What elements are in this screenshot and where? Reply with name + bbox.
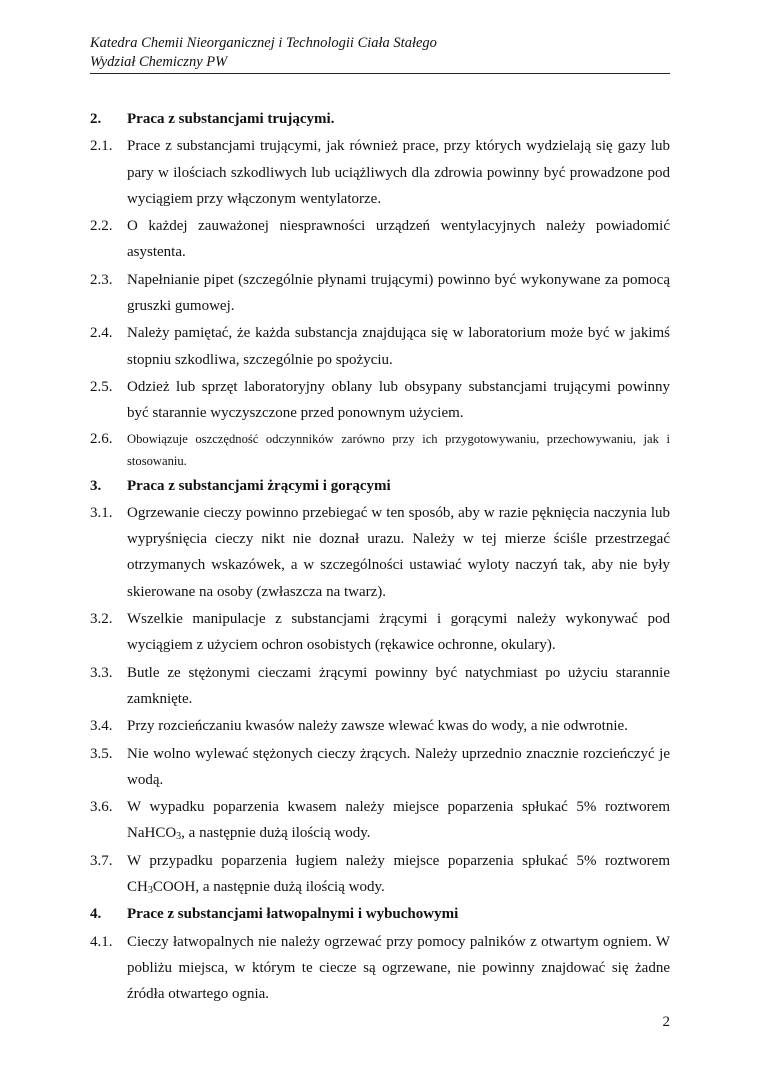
- text-before-subscript: W przypadku poparzenia ługiem należy miejsce poparzenia spłukać 5% roztworem CH: [127, 852, 670, 896]
- item-number: 2.3.: [90, 271, 113, 288]
- section-number: 4.: [90, 906, 102, 923]
- header-faculty: Wydział Chemiczny PW: [90, 54, 228, 70]
- section-heading-3: [90, 473, 670, 499]
- item-number: 2.1.: [90, 138, 113, 155]
- section-heading-4: [90, 901, 670, 927]
- list-item-3-1: [90, 500, 670, 605]
- item-text: Cieczy łatwopalnych nie należy ogrzewać przy pomocy palników z otwartym ogniem. W pobliżu miejsca, w którym te ciecze są ogrzewane, nie powinny znajdować się żadne źródła otwartego ognia.: [127, 933, 670, 1003]
- list-item-3-3: [90, 660, 670, 713]
- section-title: Prace z substancjami łatwopalnymi i wybuchowymi: [127, 906, 459, 923]
- list-item-3-4: [90, 713, 670, 739]
- section-title: Praca z substancjami żrącymi i gorącymi: [127, 477, 391, 494]
- item-text: O każdej zauważonej niesprawności urządzeń wentylacyjnych należy powiadomić asystenta.: [127, 218, 670, 261]
- text-after-subscript: , a następnie dużą ilością wody.: [181, 825, 371, 842]
- item-text: [127, 794, 670, 847]
- header-divider: [90, 73, 670, 74]
- list-item-2-1: [90, 133, 670, 212]
- item-text: Ogrzewanie cieczy powinno przebiegać w ten sposób, aby w razie pęknięcia naczynia lub wypryśnięcia cieczy nikt nie doznał urazu. Należy w tej mierze ściśle przestrzegać otrzymanych wskazówek, a w szczególności ustawiać wyloty naczyń tak, aby nie były skierowane na osoby (zwłaszcza na twarz).: [127, 504, 670, 600]
- text-after-subscript: COOH, a następnie dużą ilością wody.: [152, 879, 385, 896]
- list-item-2-4: [90, 320, 670, 373]
- item-number: 3.1.: [90, 504, 113, 521]
- list-item-3-7: [90, 848, 670, 901]
- item-number: 3.5.: [90, 745, 113, 762]
- item-number: 3.7.: [90, 852, 113, 869]
- list-item-3-6: [90, 794, 670, 847]
- section-number: 2.: [90, 111, 102, 127]
- item-number: 3.6.: [90, 799, 113, 816]
- item-text: Wszelkie manipulacje z substancjami żrącymi i gorącymi należy wykonywać pod wyciągiem z użyciem ochron osobistych (rękawice ochronne, okulary).: [127, 611, 670, 654]
- item-number: 2.2.: [90, 218, 113, 235]
- item-text: Obowiązuje oszczędność odczynników zarówno przy ich przygotowywaniu, przechowywaniu, jak i stosowaniu.: [127, 431, 670, 468]
- item-number: 4.1.: [90, 933, 113, 950]
- list-item-3-2: [90, 606, 670, 659]
- list-item-3-5: [90, 741, 670, 794]
- item-text: Napełnianie pipet (szczególnie płynami trującymi) powinno być wykonywane za pomocą gruszki gumowej.: [127, 271, 670, 315]
- list-item-4-1: [90, 929, 670, 1008]
- item-number: 3.2.: [90, 611, 113, 628]
- item-text: Odzież lub sprzęt laboratoryjny oblany lub obsypany substancjami trującymi powinny być starannie wyczyszczone przed ponownym użyciem.: [127, 378, 670, 422]
- list-item-2-2: [90, 213, 670, 266]
- item-number: 3.3.: [90, 664, 113, 681]
- page-number: 2: [662, 1014, 670, 1030]
- list-item-2-6: [90, 428, 670, 472]
- item-text: Przy rozcieńczaniu kwasów należy zawsze wlewać kwas do wody, a nie odwrotnie.: [127, 718, 628, 735]
- subscript: 3: [147, 885, 153, 897]
- item-text: Nie wolno wylewać stężonych cieczy żrących. Należy uprzednio znacznie rozcieńczyć je wodą.: [127, 745, 670, 788]
- item-number: 2.6.: [90, 430, 113, 447]
- item-text: Należy pamiętać, że każda substancja znajdująca się w laboratorium może być w jakimś stopniu szkodliwa, szczególnie po spożyciu.: [127, 325, 670, 368]
- list-item-2-3: [90, 267, 670, 320]
- item-text: Butle ze stężonymi cieczami żrącymi powinny być natychmiast po użyciu starannie zamknięte.: [127, 664, 670, 707]
- item-number: 2.5.: [90, 378, 113, 395]
- item-number: 3.4.: [90, 718, 113, 735]
- section-heading-2: [90, 106, 670, 132]
- item-number: 2.4.: [90, 325, 113, 342]
- header-department: Katedra Chemii Nieorganicznej i Technologii Ciała Stałego: [90, 35, 437, 51]
- item-text: [127, 848, 670, 901]
- list-item-2-5: [90, 374, 670, 427]
- subscript: 3: [176, 831, 182, 843]
- item-text: Prace z substancjami trującymi, jak również prace, przy których wydzielają się gazy lub pary w ilościach szkodliwych lub uciążliwych dla zdrowia powinny być prowadzone pod wyciągiem przy włączonym wentylatorze.: [127, 138, 670, 207]
- page-header: [90, 34, 670, 72]
- section-title: Praca z substancjami trującymi.: [127, 111, 335, 127]
- text-before-subscript: W wypadku poparzenia kwasem należy miejsce poparzenia spłukać 5% roztworem NaHCO: [127, 799, 670, 842]
- section-number: 3.: [90, 477, 102, 494]
- document-body: [90, 106, 670, 1009]
